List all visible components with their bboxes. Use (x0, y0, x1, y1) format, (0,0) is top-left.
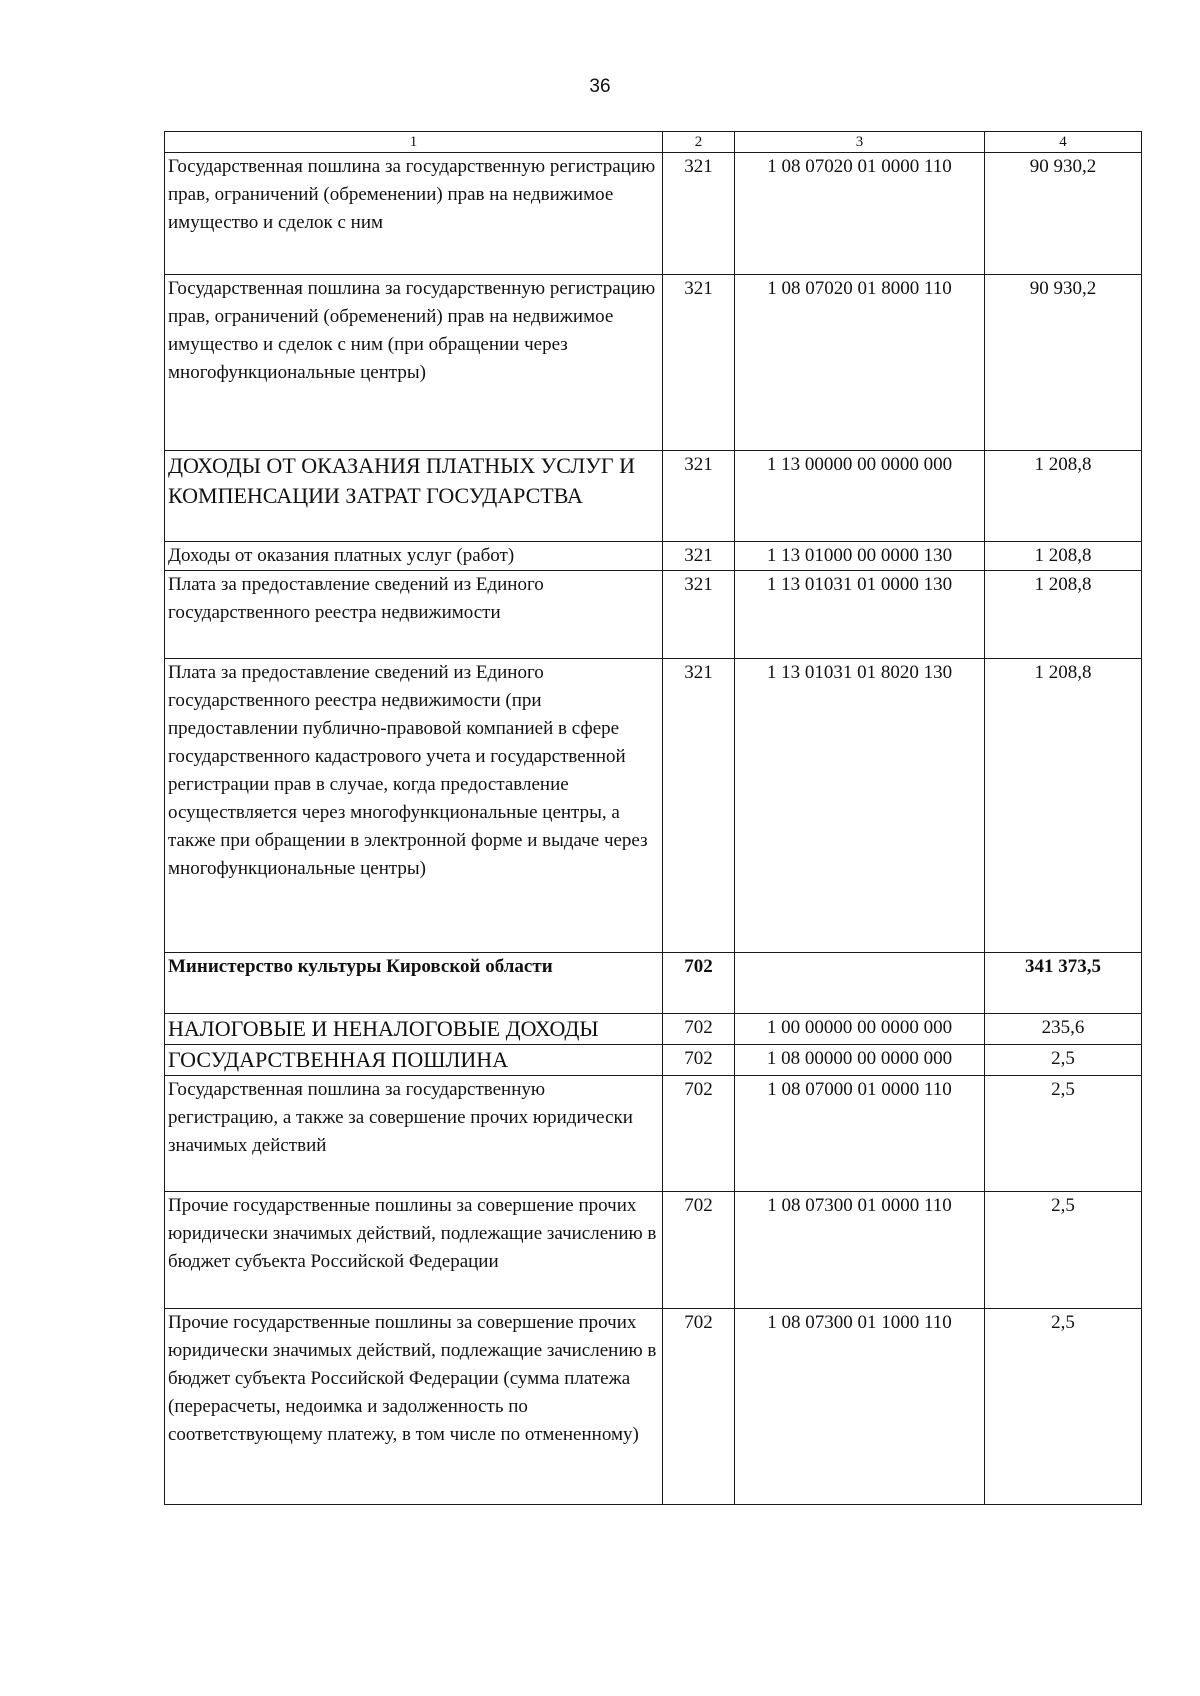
row-admin-code: 702 (663, 1045, 735, 1076)
row-admin-code: 702 (663, 1014, 735, 1045)
table-row (165, 1076, 1142, 1192)
row-name: ДОХОДЫ ОТ ОКАЗАНИЯ ПЛАТНЫХ УСЛУГ И КОМПЕНСАЦИИ ЗАТРАТ ГОСУДАРСТВА (165, 451, 663, 542)
row-budget-code (735, 953, 985, 1014)
page-number: 36 (589, 76, 611, 97)
row-budget-code: 1 00 00000 00 0000 000 (735, 1014, 985, 1045)
row-admin-code: 702 (663, 953, 735, 1014)
row-budget-code: 1 08 07020 01 0000 110 (735, 153, 985, 275)
table-row (165, 1192, 1142, 1309)
revenue-table (164, 131, 1142, 1505)
row-budget-code: 1 08 07020 01 8000 110 (735, 275, 985, 451)
row-amount: 1 208,8 (985, 451, 1142, 542)
column-number-4: 4 (985, 132, 1142, 153)
row-budget-code: 1 08 07300 01 1000 110 (735, 1309, 985, 1505)
column-number-1: 1 (165, 132, 663, 153)
row-amount: 2,5 (985, 1192, 1142, 1309)
row-budget-code: 1 08 00000 00 0000 000 (735, 1045, 985, 1076)
table-row (165, 1309, 1142, 1505)
table-row (165, 953, 1142, 1014)
row-amount: 90 930,2 (985, 153, 1142, 275)
row-budget-code: 1 08 07300 01 0000 110 (735, 1192, 985, 1309)
table-row (165, 451, 1142, 542)
row-amount: 2,5 (985, 1309, 1142, 1505)
table-row (165, 1014, 1142, 1045)
row-admin-code: 702 (663, 1192, 735, 1309)
row-budget-code: 1 08 07000 01 0000 110 (735, 1076, 985, 1192)
row-amount: 2,5 (985, 1045, 1142, 1076)
row-budget-code: 1 13 01000 00 0000 130 (735, 542, 985, 571)
row-budget-code: 1 13 01031 01 0000 130 (735, 571, 985, 659)
row-budget-code: 1 13 01031 01 8020 130 (735, 659, 985, 953)
row-admin-code: 702 (663, 1309, 735, 1505)
row-name: НАЛОГОВЫЕ И НЕНАЛОГОВЫЕ ДОХОДЫ (165, 1014, 663, 1045)
row-name: Государственная пошлина за государственную регистрацию прав, ограничений (обременении) прав на недвижимое имущество и сделок с ним (165, 153, 663, 275)
row-admin-code: 321 (663, 659, 735, 953)
row-name: Плата за предоставление сведений из Единого государственного реестра недвижимости (165, 571, 663, 659)
row-amount: 2,5 (985, 1076, 1142, 1192)
row-amount: 1 208,8 (985, 659, 1142, 953)
row-name: Прочие государственные пошлины за совершение прочих юридически значимых действий, подлежащие зачислению в бюджет субъекта Российской Федерации (сумма платежа (перерасчеты, недоимка и задолженность по соответствующему платежу, в том числе по отмененному) (165, 1309, 663, 1505)
row-admin-code: 321 (663, 275, 735, 451)
table-row (165, 542, 1142, 571)
column-number-2: 2 (663, 132, 735, 153)
table-row (165, 1045, 1142, 1076)
row-name: Доходы от оказания платных услуг (работ) (165, 542, 663, 571)
row-name: Прочие государственные пошлины за совершение прочих юридически значимых действий, подлежащие зачислению в бюджет субъекта Российской Федерации (165, 1192, 663, 1309)
table-row (165, 275, 1142, 451)
row-name: Плата за предоставление сведений из Единого государственного реестра недвижимости (при предоставлении публично-правовой компанией в сфере государственного кадастрового учета и государственной регистрации прав в случае, когда предоставление осуществляется через многофункциональные центры, а также при обращении в электронной форме и выдаче через многофункциональные центры) (165, 659, 663, 953)
row-budget-code: 1 13 00000 00 0000 000 (735, 451, 985, 542)
row-name: ГОСУДАРСТВЕННАЯ ПОШЛИНА (165, 1045, 663, 1076)
row-amount: 90 930,2 (985, 275, 1142, 451)
row-amount: 1 208,8 (985, 542, 1142, 571)
row-admin-code: 321 (663, 153, 735, 275)
row-admin-code: 702 (663, 1076, 735, 1192)
row-name: Министерство культуры Кировской области (165, 953, 663, 1014)
row-amount: 1 208,8 (985, 571, 1142, 659)
row-admin-code: 321 (663, 451, 735, 542)
column-number-3: 3 (735, 132, 985, 153)
table-header-row (165, 132, 1142, 153)
table-row (165, 153, 1142, 275)
row-name: Государственная пошлина за государственную регистрацию прав, ограничений (обременений) прав на недвижимое имущество и сделок с ним (при обращении через многофункциональные центры) (165, 275, 663, 451)
table-row (165, 659, 1142, 953)
row-name: Государственная пошлина за государственную регистрацию, а также за совершение прочих юридически значимых действий (165, 1076, 663, 1192)
row-amount: 341 373,5 (985, 953, 1142, 1014)
row-amount: 235,6 (985, 1014, 1142, 1045)
row-admin-code: 321 (663, 571, 735, 659)
row-admin-code: 321 (663, 542, 735, 571)
table-row (165, 571, 1142, 659)
